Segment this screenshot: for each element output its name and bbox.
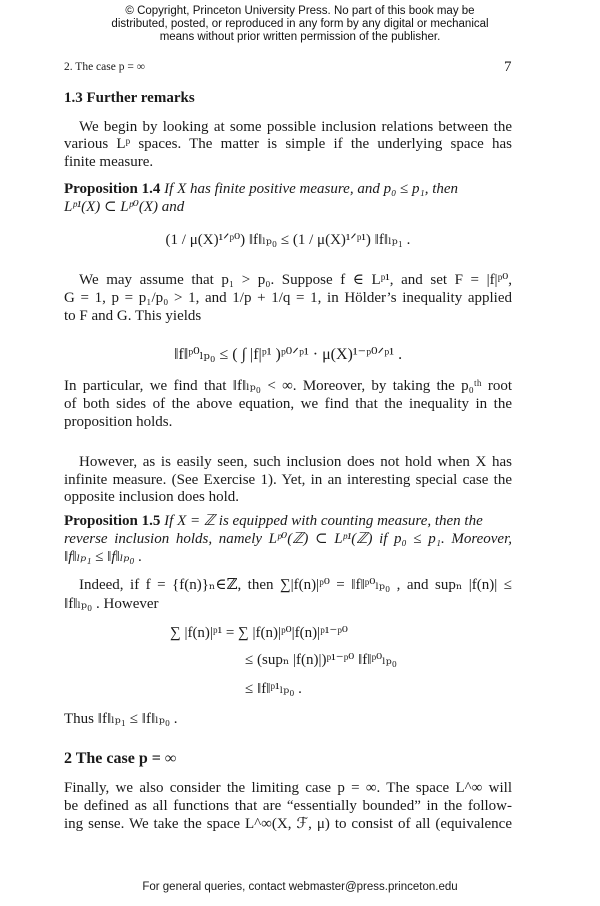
display-equation-line: ∑ |f(n)|ᵖ¹ = ∑ |f(n)|ᵖ⁰|f(n)|ᵖ¹⁻ᵖ⁰ — [170, 625, 348, 641]
paragraph-line: In particular, we find that ‖f‖ₗₚ₀ < ∞. Moreover, by taking the p₀ᵗʰ root — [64, 378, 512, 394]
footer-contact: For general queries, contact webmaster@press.princeton.edu — [142, 881, 458, 893]
paragraph-line: ‖f‖ₗₚ₀ . However — [64, 596, 159, 612]
display-equation: (1 / μ(X)¹ᐟᵖ⁰) ‖f‖ₗₚ₀ ≤ (1 / μ(X)¹ᐟᵖ¹) ‖f‖ₗₚ₁ . — [165, 232, 411, 248]
copyright-line: means without prior written permission of the publisher. — [159, 31, 441, 43]
running-head-title: 2. The case p = ∞ — [64, 61, 145, 73]
paragraph-line: finite measure. — [64, 154, 154, 170]
proposition-label: Proposition 1.5 — [64, 513, 161, 529]
display-equation: ‖f‖ᵖ⁰ₗₚ₀ ≤ ( ∫ |f|ᵖ¹ )ᵖ⁰ᐟᵖ¹ · μ(X)¹⁻ᵖ⁰ᐟᵖ¹ . — [173, 346, 403, 363]
proposition-text: If X = ℤ is equipped with counting measure, then the — [164, 513, 483, 529]
proposition-text: If X has finite positive measure, and p₀ ≤ p₁, then — [164, 181, 459, 197]
display-equation-line: ≤ ‖f‖ᵖ¹ₗₚ₀ . — [245, 681, 302, 697]
paragraph-line: G = 1, p = p₁/p₀ > 1, and 1/p + 1/q = 1, in Hölder’s inequality applied — [64, 290, 512, 306]
paragraph-line: proposition holds. — [64, 414, 173, 430]
paragraph-line: We begin by looking at some possible inclusion relations between the — [79, 119, 512, 135]
paragraph-line: ing sense. We take the space L^∞(X, ℱ, μ) to consist of all (equivalence — [64, 816, 512, 832]
display-equation-line: ≤ (supₙ |f(n)|)ᵖ¹⁻ᵖ⁰ ‖f‖ᵖ⁰ₗₚ₀ — [245, 652, 398, 668]
proposition-text: ‖f‖ₗₚ₁ ≤ ‖f‖ₗₚ₀ . — [64, 549, 143, 565]
page-number: 7 — [504, 59, 512, 75]
paragraph-line: opposite inclusion does hold. — [64, 489, 239, 505]
proposition-1-5 — [64, 512, 512, 530]
paragraph-line: be defined as all functions that are “essentially bounded” in the follow- — [64, 798, 512, 814]
copyright-line: distributed, posted, or reproduced in any form by any digital or mechanical — [111, 18, 489, 30]
section-heading: 2 The case p = ∞ — [64, 750, 177, 767]
paragraph-line: Finally, we also consider the limiting case p = ∞. The space L^∞ will — [64, 780, 512, 796]
proposition-1-4 — [64, 180, 512, 198]
paragraph-line: to F and G. This yields — [64, 308, 202, 324]
paragraph-line: Thus ‖f‖ₗₚ₁ ≤ ‖f‖ₗₚ₀ . — [64, 711, 178, 727]
proposition-text: reverse inclusion holds, namely Lᵖ⁰(ℤ) ⊂ Lᵖ¹(ℤ) if p₀ ≤ p₁. Moreover, — [64, 531, 512, 547]
proposition-text: Lᵖ¹(X) ⊂ Lᵖ⁰(X) and — [64, 199, 185, 215]
proposition-label: Proposition 1.4 — [64, 181, 161, 197]
paragraph-line: However, as is easily seen, such inclusion does not hold when X has — [79, 454, 512, 470]
paragraph-line: of both sides of the above equation, we find that the inequality in the — [64, 396, 512, 412]
section-heading: 1.3 Further remarks — [64, 90, 195, 106]
paragraph-line: Indeed, if f = {f(n)}ₙ∈ℤ, then ∑|f(n)|ᵖ⁰ = ‖f‖ᵖ⁰ₗₚ₀ , and supₙ |f(n)| ≤ — [79, 577, 512, 593]
paragraph-line: various Lᵖ spaces. The matter is simple if the underlying space has — [64, 136, 512, 152]
copyright-line: © Copyright, Princeton University Press. No part of this book may be — [125, 5, 475, 17]
paragraph-line: infinite measure. (See Exercise 1). Yet, in an interesting special case the — [64, 472, 512, 488]
paragraph-line: We may assume that p₁ > p₀. Suppose f ∈ Lᵖ¹, and set F = |f|ᵖ⁰, — [79, 272, 512, 288]
